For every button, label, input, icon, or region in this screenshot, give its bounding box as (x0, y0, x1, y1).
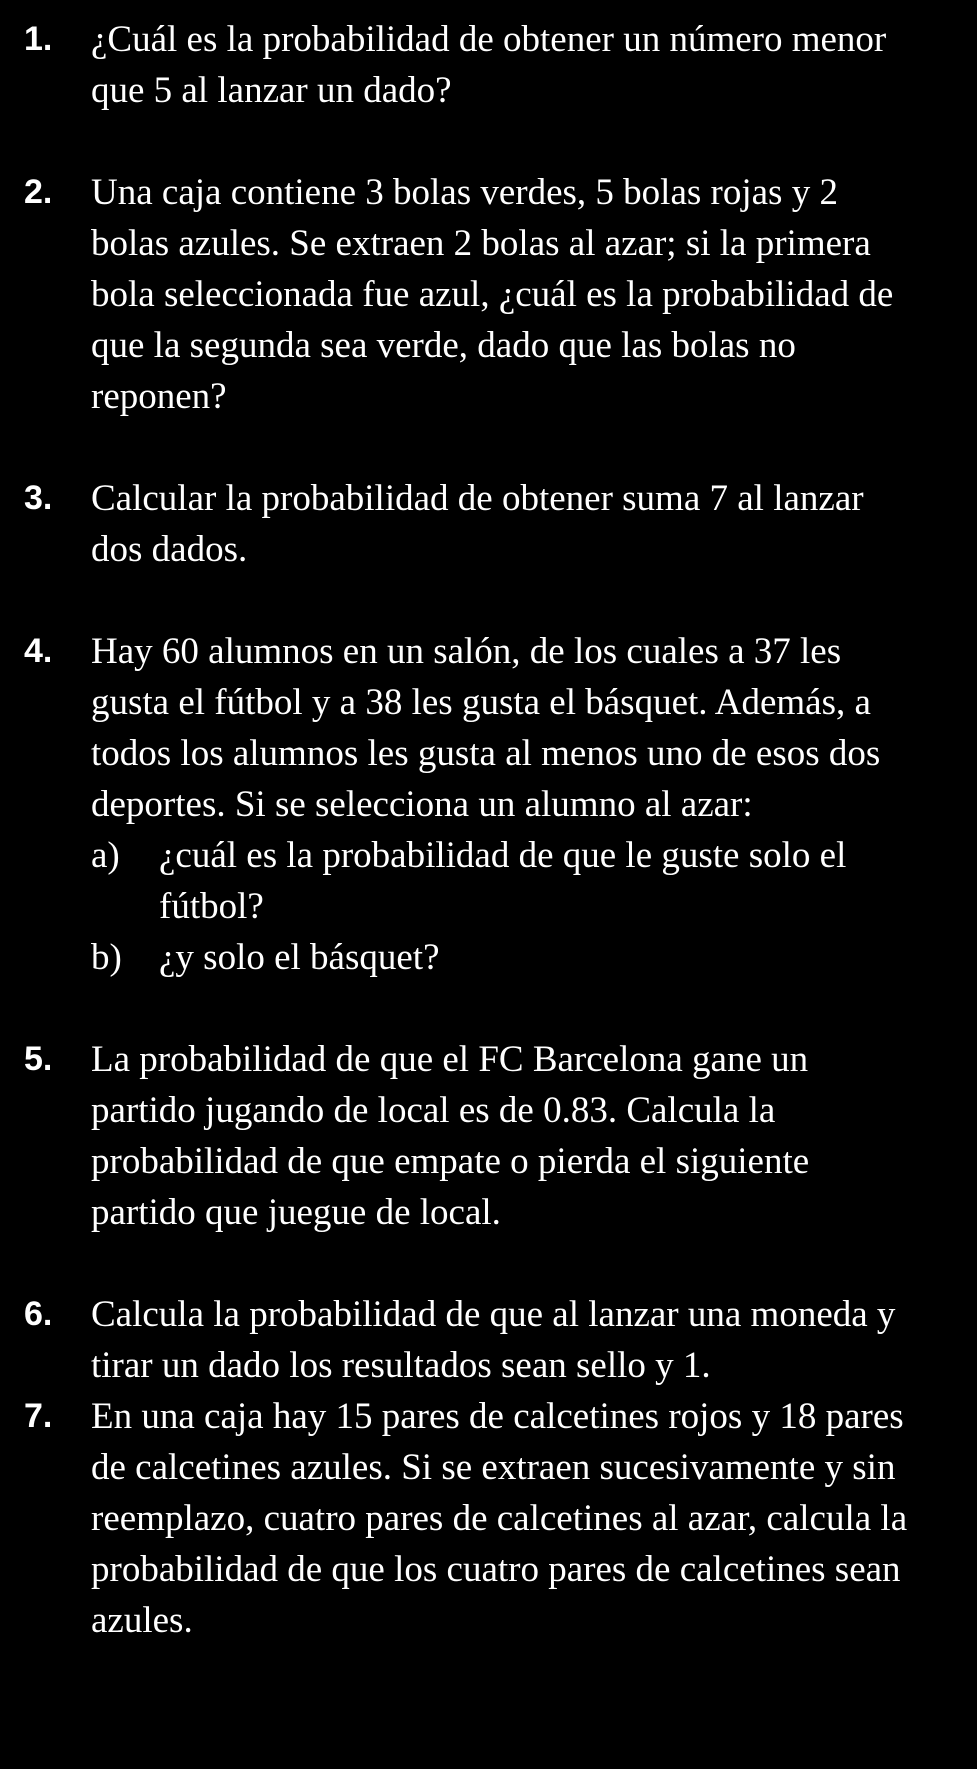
problem-text: ¿Cuál es la probabilidad de obtener un número menor que 5 al lanzar un dado? (91, 19, 887, 111)
problem-number: 4. (24, 632, 53, 670)
problem-text: Hay 60 alumnos en un salón, de los cuales a 37 les gusta el fútbol y a 38 les gusta el básquet. Además, a todos los alumnos les gusta al menos uno de esos dos deportes. Si se selecciona un alumno al azar: (91, 631, 881, 825)
problem-5 (0, 1034, 911, 1238)
problem-7 (0, 1391, 911, 1646)
problem-3 (0, 473, 911, 575)
problem-number: 2. (24, 173, 53, 211)
problem-text: Calcula la probabilidad de que al lanzar una moneda y tirar un dado los resultados sean sello y 1. (91, 1294, 896, 1386)
problem-number: 5. (24, 1040, 53, 1078)
spacer (0, 983, 977, 1034)
problem-text: La probabilidad de que el FC Barcelona gane un partido jugando de local es de 0.83. Calcula la probabilidad de que empate o pierda el siguiente partido que juegue de local. (91, 1039, 810, 1233)
problem-1 (0, 14, 911, 116)
subitem-a (91, 830, 911, 932)
subitem-b (91, 932, 911, 983)
problem-6 (0, 1289, 911, 1391)
problem-list (0, 14, 977, 1646)
subitem-text: ¿cuál es la probabilidad de que le guste solo el fútbol? (159, 835, 847, 927)
problem-text: Calcular la probabilidad de obtener suma 7 al lanzar dos dados. (91, 478, 864, 570)
subitem-text: ¿y solo el básquet? (159, 937, 440, 978)
subitem-label: a) (91, 835, 120, 876)
subitem-label: b) (91, 937, 122, 978)
problem-number: 3. (24, 479, 53, 517)
problem-number: 1. (24, 20, 53, 58)
problem-text: Una caja contiene 3 bolas verdes, 5 bolas rojas y 2 bolas azules. Se extraen 2 bolas al azar; si la primera bola seleccionada fue azul, ¿cuál es la probabilidad de que la segunda sea verde, dado que las bolas no reponen? (91, 172, 894, 417)
spacer (0, 422, 977, 473)
problem-number: 7. (24, 1397, 53, 1435)
problem-2 (0, 167, 911, 422)
problem-text: En una caja hay 15 pares de calcetines rojos y 18 pares de calcetines azules. Si se extraen sucesivamente y sin reemplazo, cuatro pares de calcetines al azar, calcula la probabilidad de que los cuatro pares de calcetines sean azules. (91, 1396, 908, 1641)
spacer (0, 116, 977, 167)
problem-number: 6. (24, 1295, 53, 1333)
spacer (0, 575, 977, 626)
problem-4 (0, 626, 911, 983)
spacer (0, 1238, 977, 1289)
